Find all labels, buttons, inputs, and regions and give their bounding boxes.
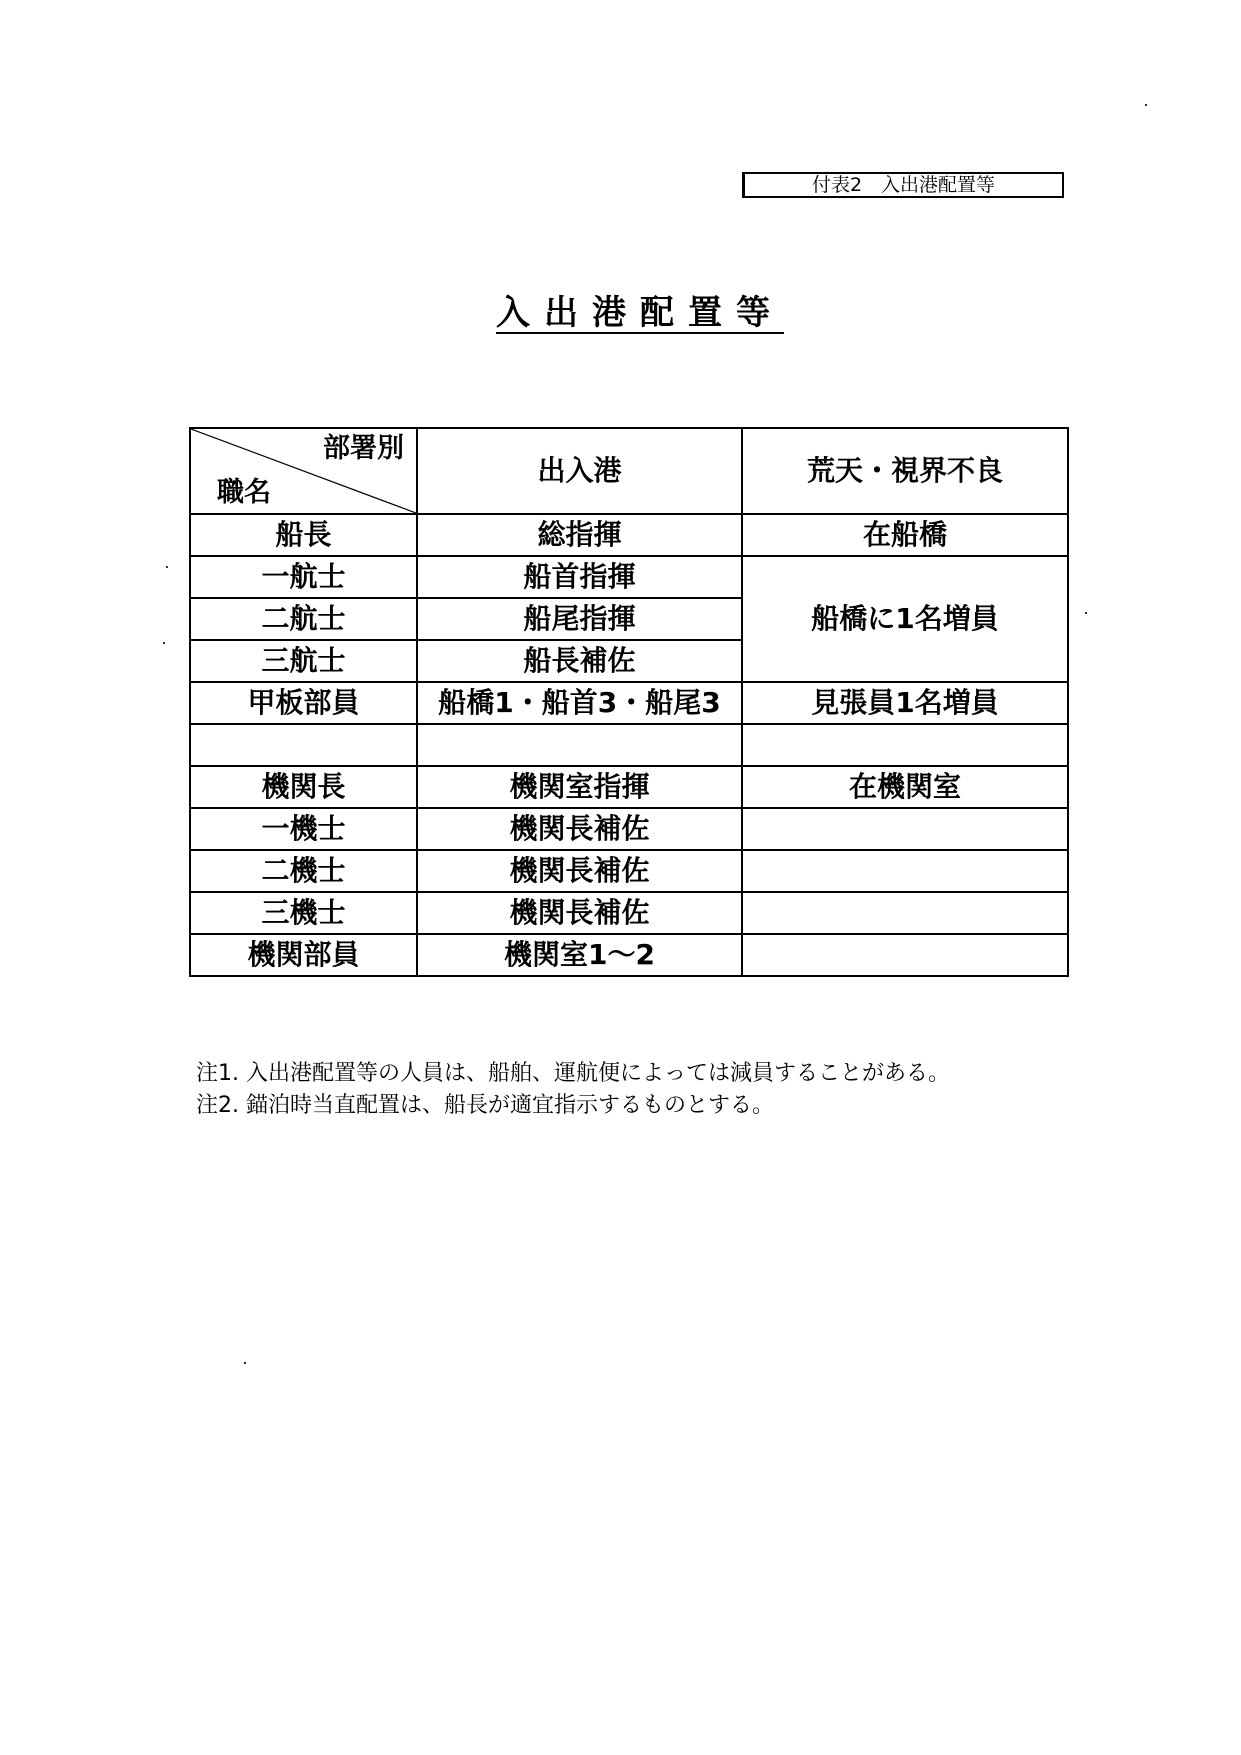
port-cell: 船首指揮 (417, 556, 742, 598)
notes-section (196, 1058, 950, 1122)
role-cell: 三航士 (190, 640, 417, 682)
weather-cell (742, 850, 1068, 892)
scan-speck (163, 642, 165, 644)
weather-cell (742, 724, 1068, 766)
port-cell (417, 724, 742, 766)
port-cell: 機関室1～2 (417, 934, 742, 976)
role-cell (190, 724, 417, 766)
port-cell: 機関室指揮 (417, 766, 742, 808)
role-cell: 機関長 (190, 766, 417, 808)
table-row (190, 766, 1068, 808)
port-cell: 総指揮 (417, 514, 742, 556)
port-cell: 機関長補佐 (417, 808, 742, 850)
port-cell: 船尾指揮 (417, 598, 742, 640)
role-cell: 甲板部員 (190, 682, 417, 724)
scan-speck (1145, 104, 1147, 106)
port-cell: 機関長補佐 (417, 850, 742, 892)
weather-cell: 在機関室 (742, 766, 1068, 808)
table-header-row (190, 428, 1068, 514)
port-cell: 船長補佐 (417, 640, 742, 682)
table-row-empty (190, 724, 1068, 766)
role-cell: 一機士 (190, 808, 417, 850)
port-cell: 船橋1・船首3・船尾3 (417, 682, 742, 724)
appendix-label: 付表2 入出港配置等 (742, 172, 1064, 198)
table-row (190, 808, 1068, 850)
weather-cell (742, 892, 1068, 934)
scan-speck (244, 1362, 246, 1364)
port-cell: 機関長補佐 (417, 892, 742, 934)
role-cell: 三機士 (190, 892, 417, 934)
scan-speck (1085, 612, 1087, 614)
note-2: 注2. 錨泊時当直配置は、船長が適宜指示するものとする。 (196, 1093, 774, 1118)
table-row (190, 892, 1068, 934)
table-row (190, 682, 1068, 724)
header-port-column: 出入港 (417, 428, 742, 514)
weather-cell: 見張員1名増員 (742, 682, 1068, 724)
role-cell: 一航士 (190, 556, 417, 598)
weather-cell: 在船橋 (742, 514, 1068, 556)
role-cell: 二航士 (190, 598, 417, 640)
document-title: 入出港配置等 (496, 293, 784, 333)
table-row (190, 556, 1068, 598)
role-cell: 二機士 (190, 850, 417, 892)
header-department-label: 部署別 (323, 433, 404, 464)
header-role-label: 職名 (217, 477, 271, 508)
header-weather-column: 荒天・視界不良 (742, 428, 1068, 514)
role-cell: 船長 (190, 514, 417, 556)
table-row (190, 850, 1068, 892)
table-row (190, 514, 1068, 556)
role-cell: 機関部員 (190, 934, 417, 976)
duty-assignment-table (189, 427, 1069, 977)
table-row (190, 934, 1068, 976)
scan-speck (166, 566, 168, 568)
weather-cell-merged: 船橋に1名増員 (742, 556, 1068, 682)
weather-cell (742, 808, 1068, 850)
note-1: 注1. 入出港配置等の人員は、船舶、運航便によっては減員することがある。 (196, 1061, 950, 1086)
weather-cell (742, 934, 1068, 976)
diagonal-header-cell (190, 428, 417, 514)
